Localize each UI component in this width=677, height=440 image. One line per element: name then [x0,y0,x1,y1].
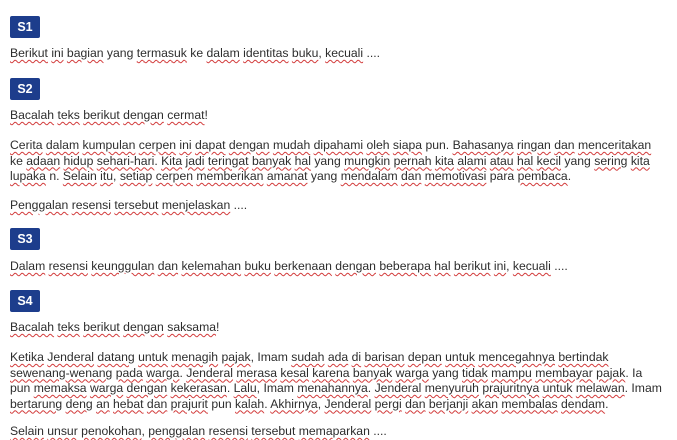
spellcheck-word: hal [434,259,451,273]
spellcheck-word: untuk [138,350,168,364]
spellcheck-word: mendalam [340,169,398,183]
spellcheck-word: menceritakan [577,138,652,152]
spellcheck-word: saksama [167,320,217,334]
spellcheck-word: menjelaskan [161,198,231,212]
spellcheck-word: membalas [501,396,558,411]
spellcheck-word: penggalan [148,424,206,438]
spellcheck-word: Jenderal [324,396,372,411]
spellcheck-word: dan [401,169,422,183]
spellcheck-word: berikut [453,259,491,273]
spellcheck-word: teks [57,108,80,122]
spellcheck-word: Jenderal [47,350,95,364]
spellcheck-word: adaan [26,153,61,168]
spellcheck-word: Bacalah [10,108,55,122]
spellcheck-word: Jenderal [186,365,233,380]
spellcheck-word: penokohan [81,424,142,438]
spellcheck-word: Akhirnya [270,396,318,411]
reading-passage: Ketika Jenderal datang untuk menagih pajak, Imam sudah ada di barisan depan untuk mencegahnya bertindak sewenang-wenang pada warga. Jenderal merasa kesal karena banyak warga yang tidak mampu membayar pajak. Ia pun memaksa warga dengan kekerasan. Lalu, Imam menahannya. Jenderal menyuruh prajuritnya untuk melawan. Imam bertarung deng an hebat dan prajurit pun kalah. Akhirnya, Jenderal pergi dan berjanji akan membalas dendam. [10,350,662,411]
spellcheck-word: datang [97,350,135,364]
spellcheck-word: Cerita [10,138,43,152]
spellcheck-word: warga [146,365,180,380]
spellcheck-word: memotivasi [424,169,487,183]
spellcheck-word: pernah [393,153,432,168]
spellcheck-word: mudah [272,138,311,152]
spellcheck-word: banyak [251,153,292,168]
question-number-badge: S3 [10,228,40,250]
spellcheck-word: kecil [536,153,561,168]
spellcheck-word: Dalam [10,259,46,273]
spellcheck-word: kecuali [325,46,364,60]
spellcheck-word: buku [291,46,319,60]
spellcheck-word: Selain [10,424,44,438]
spellcheck-word: pajak [221,350,251,364]
spellcheck-word: pada [115,365,143,380]
question-text: Selain unsur penokohan, penggalan resensi tersebut memaparkan .... [10,424,387,438]
spellcheck-word: alami [457,153,487,168]
spellcheck-word: berjanji [428,396,469,411]
spellcheck-word: ini [179,138,192,152]
spellcheck-word: pembaca [517,169,568,183]
question-text: Berikut ini bagian yang termasuk ke dalam identitas buku, kecuali .... [10,46,381,60]
spellcheck-word: kesal [280,365,309,380]
spellcheck-word: banyak [352,365,393,380]
spellcheck-word: teks [57,320,80,334]
reading-passage: Cerita dalam kumpulan cerpen ini dapat dengan mudah dipahami oleh siapa pun. Bahasanya ringan dan menceritakan ke adaan hidup sehari-hari. Kita jadi teringat banyak hal yang mungkin pernah kita alami atau hal kecil yang sering kita lupaka n. Selain itu, setiap cerpen memberikan amanat yang mendalam dan memotivasi para pembaca. [10,138,652,183]
spellcheck-word: hebat [113,396,144,411]
question-number-badge: S2 [10,78,40,100]
spellcheck-word: kita [434,153,454,168]
instruction-text: Bacalah teks berikut dengan saksama! [10,320,220,334]
spellcheck-word: merasa [236,365,278,380]
spellcheck-word: kekerasan [170,381,227,395]
spellcheck-word: memaparkan [298,424,370,438]
spellcheck-word: barisan [364,350,405,364]
spellcheck-word: bertindak [558,350,609,364]
spellcheck-word: buku [244,259,271,273]
spellcheck-word: teringat [207,153,249,168]
spellcheck-word: tersebut [114,198,159,212]
spellcheck-word: pajak [596,365,626,380]
spellcheck-word: keunggulan [91,259,155,273]
spellcheck-word: bertarung [10,396,63,411]
spellcheck-word: itu [100,169,114,183]
spellcheck-word: dengan [335,259,376,273]
spellcheck-word: kita [630,153,650,168]
spellcheck-word: cerpen [155,169,193,183]
spellcheck-word: dendam [561,396,606,411]
spellcheck-word: ada [327,350,349,364]
spellcheck-word: sewenang-wenang [10,365,113,380]
spellcheck-word: prajuritnya [482,381,540,395]
spellcheck-word: mampu [491,365,532,380]
question-number-badge: S4 [10,290,40,312]
spellcheck-word: dan [405,396,426,411]
spellcheck-word: kumpulan [82,138,136,152]
spellcheck-word: Kita [161,153,183,168]
spellcheck-word: sudah [291,350,325,364]
spellcheck-word: unsur [47,424,78,438]
spellcheck-word: resensi [71,198,111,212]
spellcheck-word: menahannya [297,381,368,395]
question-text: Penggalan resensi tersebut menjelaskan .... [10,198,248,212]
spellcheck-word: tersebut [251,424,296,438]
spellcheck-word: untuk [445,350,475,364]
spellcheck-word: identitas [243,46,289,60]
spellcheck-word: ini [493,259,507,273]
spellcheck-word: cerpen [138,138,177,152]
spellcheck-word: berikut [83,320,120,334]
spellcheck-word: oleh [366,138,390,152]
spellcheck-word: untuk [542,381,573,395]
spellcheck-word: kecuali [512,259,551,273]
spellcheck-word: kalah [235,396,265,411]
spellcheck-word: dan [554,138,575,152]
spellcheck-word: kelemahan [181,259,242,273]
spellcheck-word: berikut [83,108,120,122]
spellcheck-word: hidup [63,153,94,168]
spellcheck-word: Bahasanya [452,138,514,152]
spellcheck-word: di [351,350,362,364]
spellcheck-word: warga [395,365,429,380]
spellcheck-word: pergi [374,396,402,411]
spellcheck-word: sehari-hari [96,153,155,168]
spellcheck-word: Berikut [10,46,48,60]
spellcheck-word: dengan [126,381,168,395]
spellcheck-word: dapat [195,138,226,152]
spellcheck-word: karena [312,365,350,380]
spellcheck-word: mungkin [344,153,391,168]
spellcheck-word: dalam [45,138,80,152]
spellcheck-word: menyuruh [424,381,479,395]
instruction-text: Bacalah teks berikut dengan cermat! [10,108,208,122]
spellcheck-word: ringan [516,138,551,152]
spellcheck-word: akan [471,396,499,411]
spellcheck-word: Penggalan [10,198,69,212]
spellcheck-word: sering [594,153,628,168]
question-number-badge: S1 [10,16,40,38]
spellcheck-word: memaksa [33,381,87,395]
spellcheck-word: Ketika [10,350,44,364]
spellcheck-word: hal [516,153,534,168]
spellcheck-word: termasuk [136,46,187,60]
spellcheck-word: memberikan [196,169,264,183]
spellcheck-word: menagih [171,350,219,364]
spellcheck-word: amanat [266,169,308,183]
spellcheck-word: melawan [575,381,625,395]
spellcheck-word: prajurit [170,396,208,411]
spellcheck-word: resensi [208,424,248,438]
spellcheck-word: resensi [48,259,88,273]
spellcheck-word: dengan [123,320,164,334]
spellcheck-word: tidak [462,365,488,380]
spellcheck-word: deng [65,396,93,411]
spellcheck-word: hal [294,153,311,168]
spellcheck-word: berkenaan [274,259,332,273]
spellcheck-word: mencegahnya [478,350,555,364]
spellcheck-word: Bacalah [10,320,55,334]
spellcheck-word: cermat [167,108,205,122]
spellcheck-word: siapa [392,138,423,152]
spellcheck-word: Lalu [233,381,257,395]
spellcheck-word: setiap [119,169,153,183]
question-text: Dalam resensi keunggulan dan kelemahan buku berkenaan dengan beberapa hal berikut ini, kecuali .... [10,259,568,273]
spellcheck-word: dipahami [313,138,364,152]
spellcheck-word: ini [51,46,64,60]
spellcheck-word: dan [146,396,168,411]
spellcheck-word: lupaka [10,169,46,183]
spellcheck-word: Jenderal [374,381,422,395]
spellcheck-word: Selain [62,169,97,183]
spellcheck-word: dan [157,259,179,273]
spellcheck-word: an [96,396,110,411]
spellcheck-word: bagian [66,46,104,60]
spellcheck-word: dalam [206,46,240,60]
spellcheck-word: dengan [228,138,270,152]
spellcheck-word: warga [89,381,124,395]
spellcheck-word: dengan [123,108,164,122]
spellcheck-word: jadi [185,153,205,168]
spellcheck-word: beberapa [379,259,431,273]
spellcheck-word: membayar [535,365,593,380]
spellcheck-word: depan [407,350,442,364]
spellcheck-word: atau [489,153,514,168]
